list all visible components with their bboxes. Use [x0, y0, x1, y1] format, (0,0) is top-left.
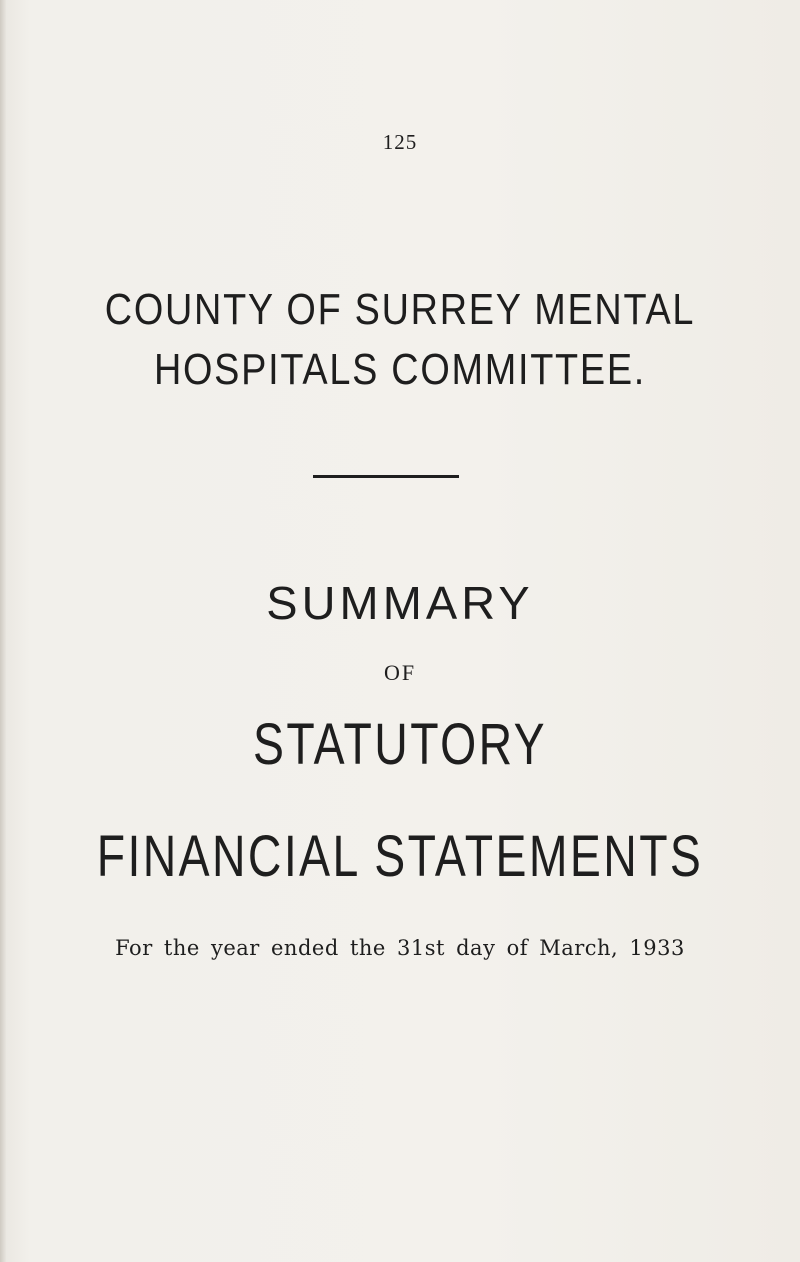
financial-statements-heading: FINANCIAL STATEMENTS: [96, 824, 704, 889]
of-text: OF: [383, 660, 417, 685]
page-number: 125: [382, 130, 418, 154]
horizontal-rule: [313, 475, 459, 478]
statutory-heading: STATUTORY: [252, 712, 548, 777]
summary-heading: SUMMARY: [266, 577, 534, 629]
title-line-2: HOSPITALS COMMITTEE.: [153, 345, 647, 394]
title-line-1: COUNTY OF SURREY MENTAL: [104, 285, 696, 334]
page-binding-edge: [0, 0, 6, 1262]
reporting-period: For the year ended the 31st day of March, 1933: [115, 936, 685, 960]
